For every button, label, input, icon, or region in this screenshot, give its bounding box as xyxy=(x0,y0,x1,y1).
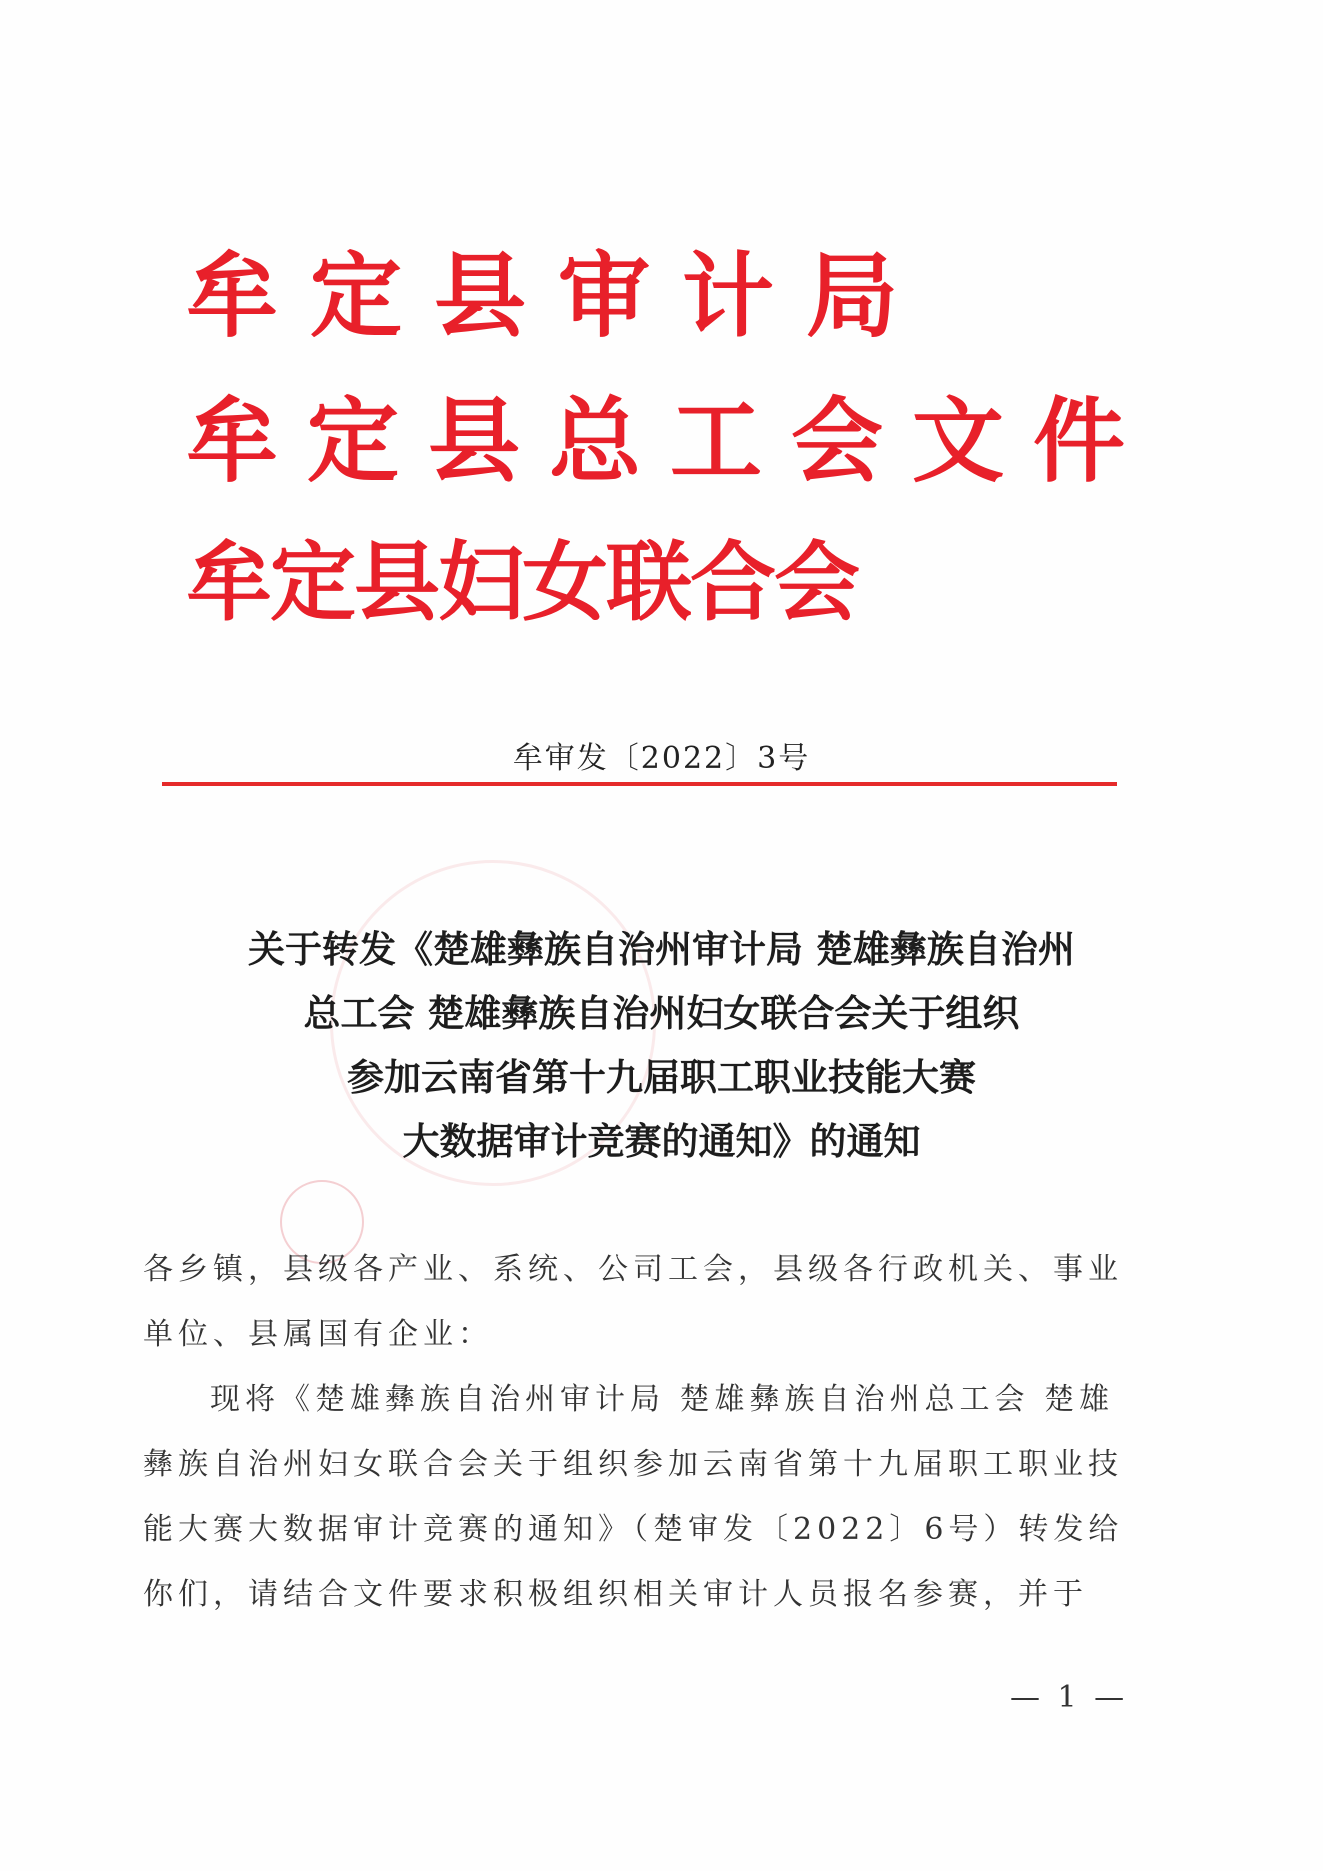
body-line-2: 单位、县属国有企业： xyxy=(143,1317,493,1352)
page-number: — 1 — xyxy=(1010,1680,1129,1715)
body-line-4: 彝族自治州妇女联合会关于组织参加云南省第十九届职工职业技 xyxy=(143,1447,1123,1482)
body-line-6: 你们，请结合文件要求积极组织相关审计人员报名参赛，并于 xyxy=(143,1577,1088,1612)
body-line-5: 能大赛大数据审计竞赛的通知》（楚审发〔2022〕6号）转发给 xyxy=(143,1512,1124,1547)
title-line-4: 大数据审计竞赛的通知》的通知 xyxy=(402,1120,921,1163)
red-separator-rule xyxy=(162,782,1117,786)
document-title xyxy=(0,918,1323,1174)
document-number: 牟审发〔2022〕3号 xyxy=(512,741,811,776)
body-line-3: 现将《楚雄彝族自治州审计局 楚雄彝族自治州总工会 楚雄 xyxy=(210,1382,1115,1417)
title-line-3: 参加云南省第十九届职工职业技能大赛 xyxy=(347,1056,976,1099)
issuer-line-audit-bureau: 牟定县审计局 xyxy=(186,242,931,350)
issuer-line-trade-union: 牟定县总工会文件 xyxy=(186,387,1155,495)
issuer-line-womens-federation: 牟定县妇女联合会 xyxy=(186,532,858,633)
title-line-1: 关于转发《楚雄彝族自治州审计局 楚雄彝族自治州 xyxy=(248,928,1075,971)
title-line-2: 总工会 楚雄彝族自治州妇女联合会关于组织 xyxy=(303,992,1020,1035)
body-line-1: 各乡镇，县级各产业、系统、公司工会，县级各行政机关、事业 xyxy=(143,1252,1123,1287)
